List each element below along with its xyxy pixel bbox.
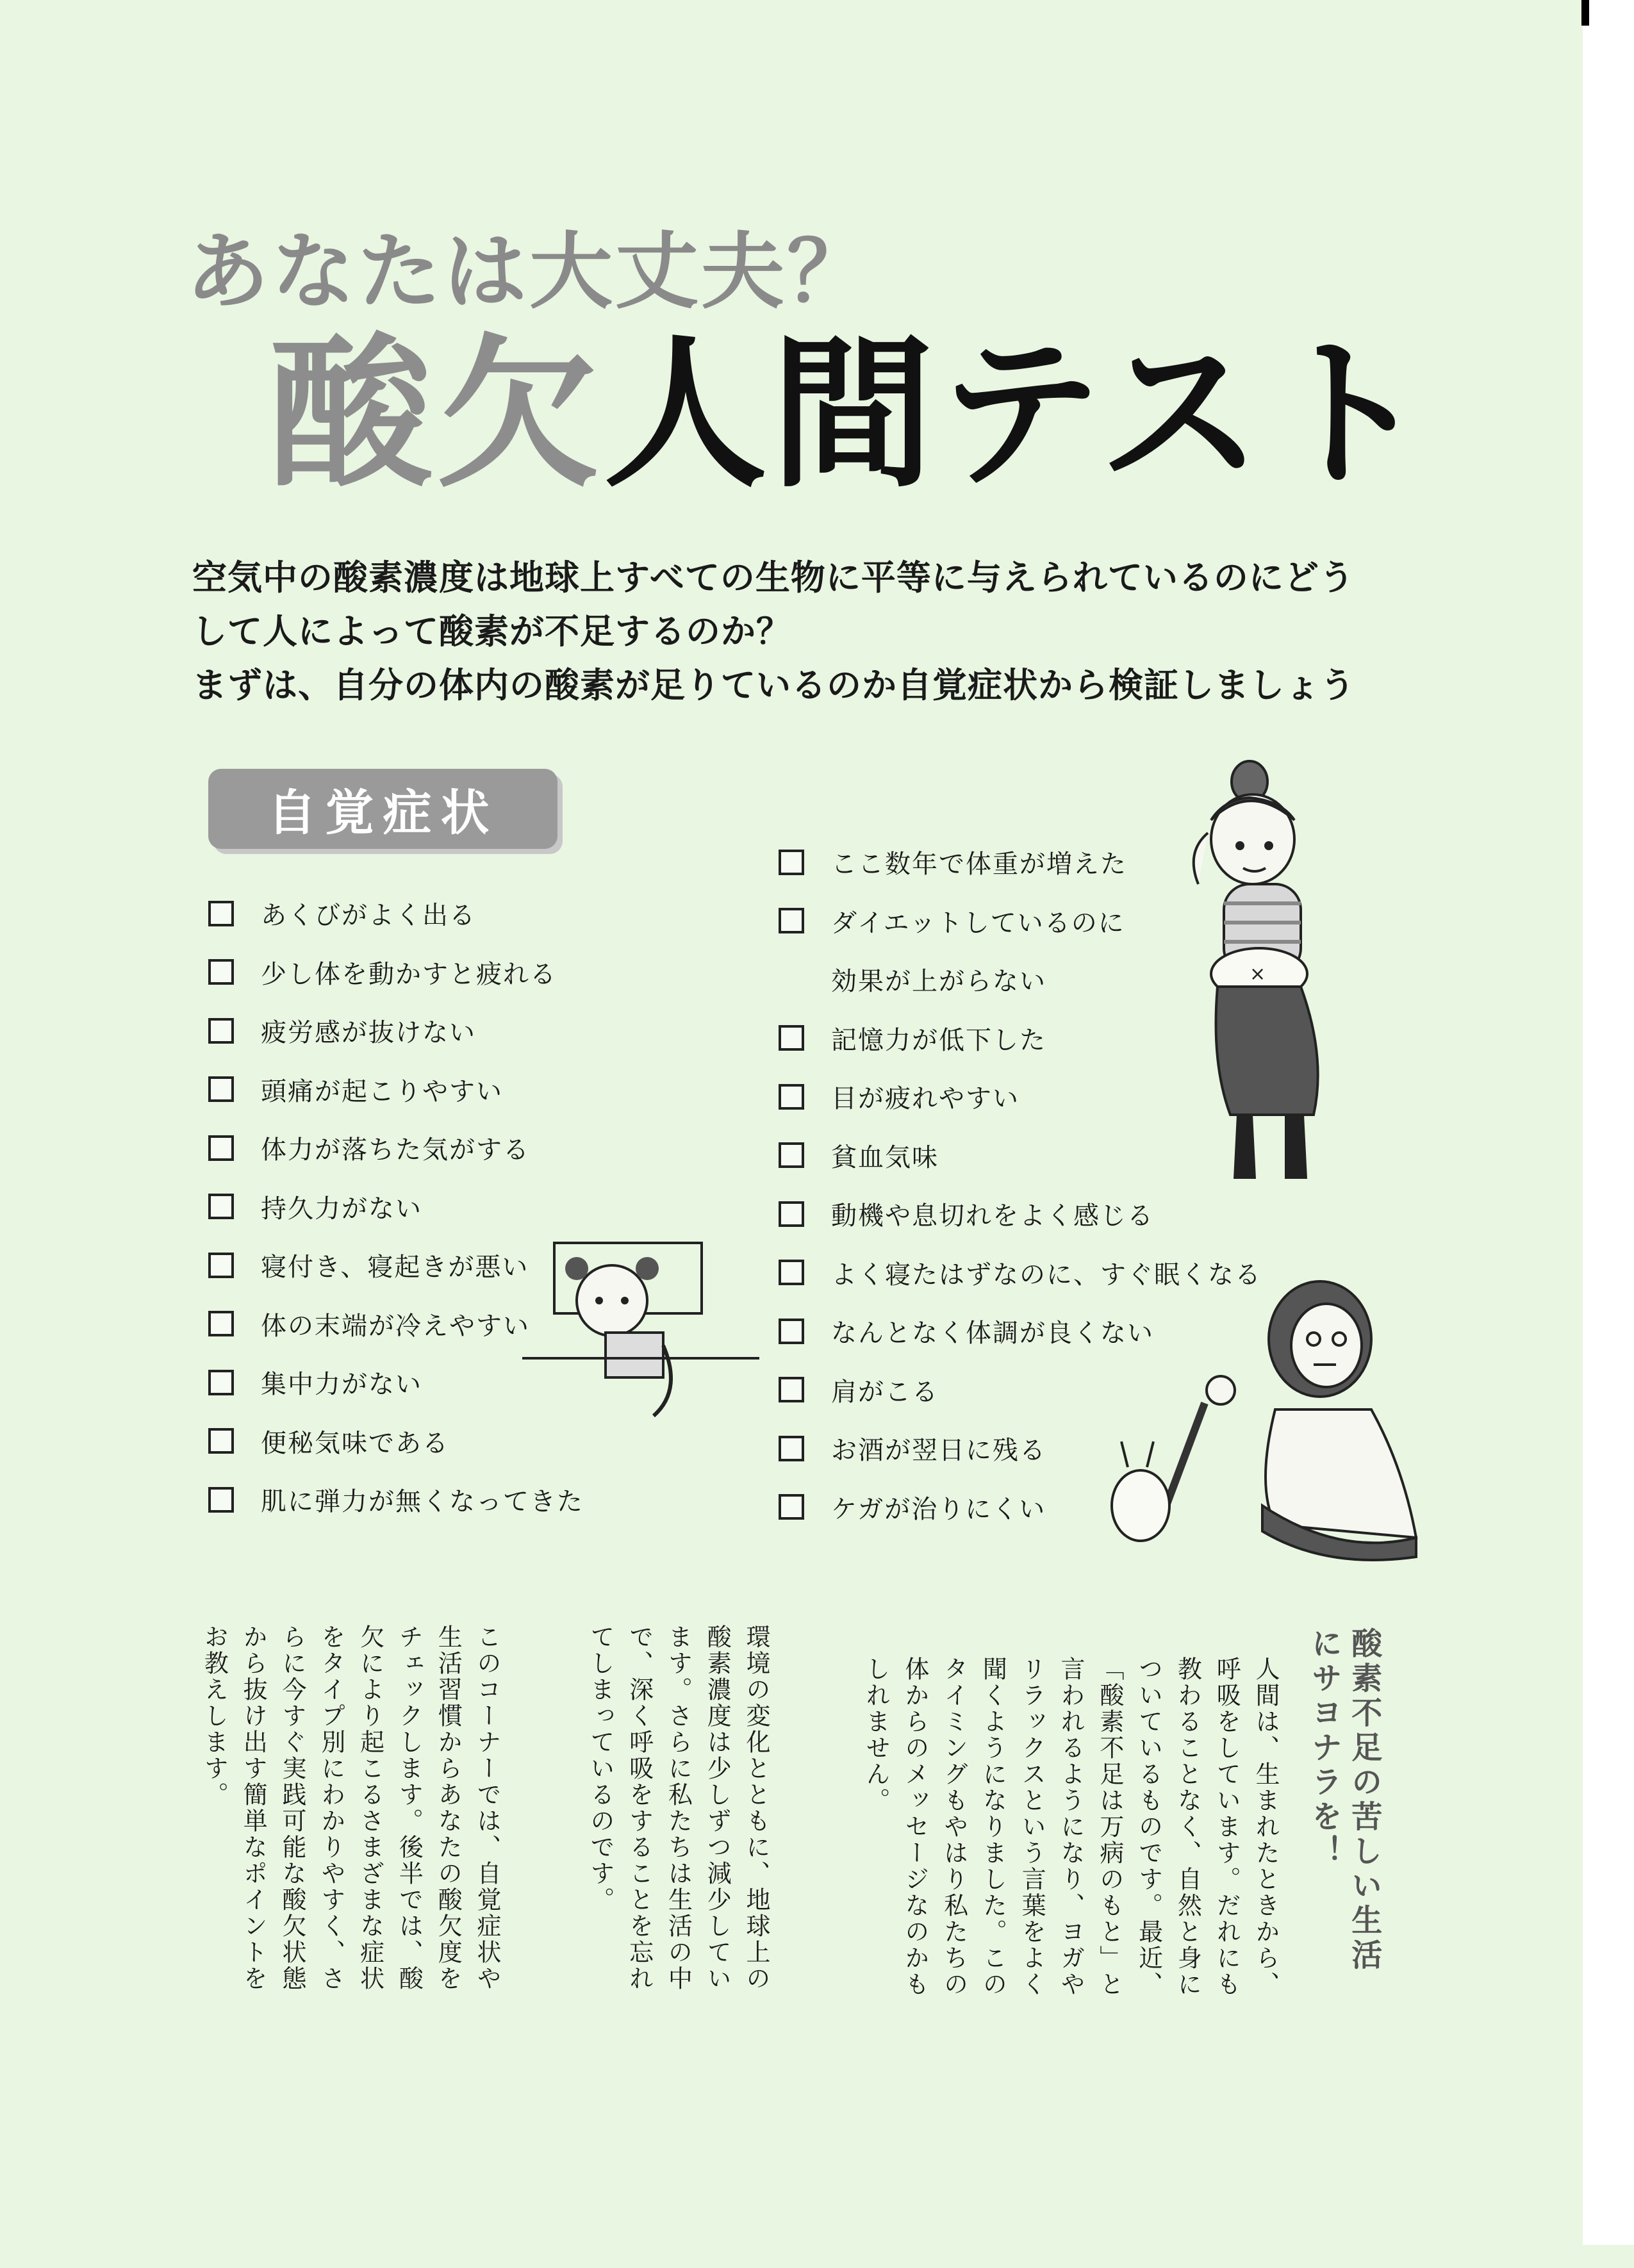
- checklist-label: あくびがよく出る: [261, 901, 476, 931]
- checklist-label: 効果が上がらない: [831, 967, 1046, 997]
- checkbox[interactable]: [779, 1084, 804, 1110]
- checklist-label: 持久力がない: [261, 1194, 422, 1224]
- checkbox[interactable]: [779, 1319, 804, 1344]
- column-paragraph: 環境の変化とともに、地球上の酸素濃度は少しずつ減少しています。さらに私たちは生活の中で、深く呼吸をすることを忘れてしまっているのです。: [586, 1624, 770, 1992]
- checklist-item[interactable]: [208, 943, 849, 1002]
- checklist-item[interactable]: [779, 1185, 1419, 1244]
- checklist-label: ここ数年で体重が増えた: [831, 850, 1127, 880]
- checklist-item[interactable]: [208, 1178, 849, 1237]
- intro-line: まずは、自分の体内の酸素が足りているのか自覚症状から検証しましょう: [192, 665, 1355, 706]
- page-title: [269, 320, 1433, 510]
- checklist-label: なんとなく体調が良くない: [831, 1319, 1154, 1349]
- intro-line: して人によって酸素が不足するのか？: [192, 611, 791, 652]
- intro-text: [192, 551, 1410, 713]
- checklist-label: 少し体を動かすと疲れる: [261, 959, 557, 989]
- checklist-label: ケガが治りにくい: [831, 1494, 1046, 1524]
- checkbox[interactable]: [779, 908, 804, 933]
- checkbox[interactable]: [208, 1194, 234, 1219]
- checkbox[interactable]: [208, 1311, 234, 1336]
- checkbox[interactable]: [779, 1494, 804, 1520]
- svg-text:×: ×: [1250, 963, 1266, 985]
- tired-woman-illustration: [1083, 1275, 1429, 1570]
- checklist-item[interactable]: [208, 1060, 849, 1119]
- checklist-label: お酒が翌日に残る: [831, 1436, 1046, 1466]
- checklist-label: 集中力がない: [261, 1370, 422, 1400]
- column-title: [1304, 1627, 1384, 2268]
- checkbox[interactable]: [208, 1253, 234, 1278]
- checklist-label: 体力が落ちた気がする: [261, 1135, 530, 1165]
- checkbox[interactable]: [208, 959, 234, 985]
- girl-illustration: [516, 1230, 772, 1442]
- checklist-label: 疲労感が抜けない: [261, 1018, 476, 1048]
- intro-line: 空気中の酸素濃度は地球上すべての生物に平等に与えられているのにどう: [192, 557, 1355, 598]
- checklist-label: 寝付き、寝起きが悪い: [261, 1253, 529, 1283]
- checklist-label: よく寝たはずなのに、すぐ眠くなる: [831, 1260, 1262, 1290]
- checklist-label: 便秘気味である: [261, 1428, 449, 1458]
- checklist-item[interactable]: [208, 1119, 849, 1178]
- checklist-label: 貧血気味: [831, 1142, 939, 1172]
- title-gray-part: 酸欠: [269, 320, 604, 510]
- section-badge: 自覚症状: [208, 769, 557, 849]
- checkbox[interactable]: [779, 1025, 804, 1051]
- column-paragraph: 人間は、生まれたときから、呼吸をしています。だれにも教わることなく、自然と身についているものです。最近、「酸素不足は万病のもと」と言われるようになり、ヨガやリラックスという言葉をよく聞くようになりました。このタイミングもやはり私たちの体からのメッセージなのかもしれません。: [862, 1656, 1280, 1998]
- woman-illustration: [1173, 756, 1365, 1192]
- checklist-label: 頭痛が起こりやすい: [261, 1076, 503, 1106]
- column-title-line: にサヨナラを！: [1306, 1627, 1342, 1869]
- checkbox[interactable]: [208, 1428, 234, 1454]
- checklist-label: 動機や息切れをよく感じる: [831, 1201, 1154, 1231]
- scan-edge: [1583, 0, 1634, 2245]
- checklist-label: 肌に弾力が無くなってきた: [261, 1487, 584, 1517]
- checkbox[interactable]: [208, 1018, 234, 1044]
- checklist-label: 肩がこる: [831, 1377, 939, 1407]
- checkbox[interactable]: [208, 901, 234, 926]
- checkbox[interactable]: [779, 1201, 804, 1227]
- checkbox[interactable]: [779, 850, 804, 875]
- column-paragraph: このコーナーでは、自覚症状や生活習慣からあなたの酸欠度をチェックします。後半では、酸欠により起こるさまざまな症状をタイプ別にわかりやすく、さらに今すぐ実践可能な酸欠状態から抜け出す簡単なポイントをお教えします。: [200, 1624, 501, 1992]
- checklist-item[interactable]: [208, 1470, 849, 1529]
- column-title-line: 酸素不足の苦しい生活: [1346, 1627, 1382, 1973]
- checkbox[interactable]: [779, 1142, 804, 1168]
- checklist-label: ダイエットしているのに: [831, 908, 1125, 938]
- checkbox[interactable]: [208, 1487, 234, 1513]
- checkbox[interactable]: [208, 1370, 234, 1395]
- checkbox[interactable]: [208, 1076, 234, 1102]
- title-black-part: 人間テスト: [604, 320, 1433, 510]
- checkbox[interactable]: [779, 1436, 804, 1461]
- checklist-item[interactable]: [208, 1001, 849, 1060]
- checklist-label: 体の末端が冷えやすい: [261, 1311, 530, 1341]
- checklist-item[interactable]: [208, 884, 849, 943]
- checkbox[interactable]: [208, 1135, 234, 1161]
- checklist-label: 記憶力が低下した: [831, 1025, 1046, 1055]
- scan-edge-mark: [1581, 0, 1589, 26]
- checkbox[interactable]: [779, 1377, 804, 1402]
- checkbox[interactable]: [779, 1260, 804, 1285]
- checklist-label: 目が疲れやすい: [831, 1084, 1019, 1114]
- page-subtitle: あなたは大丈夫？: [186, 223, 873, 320]
